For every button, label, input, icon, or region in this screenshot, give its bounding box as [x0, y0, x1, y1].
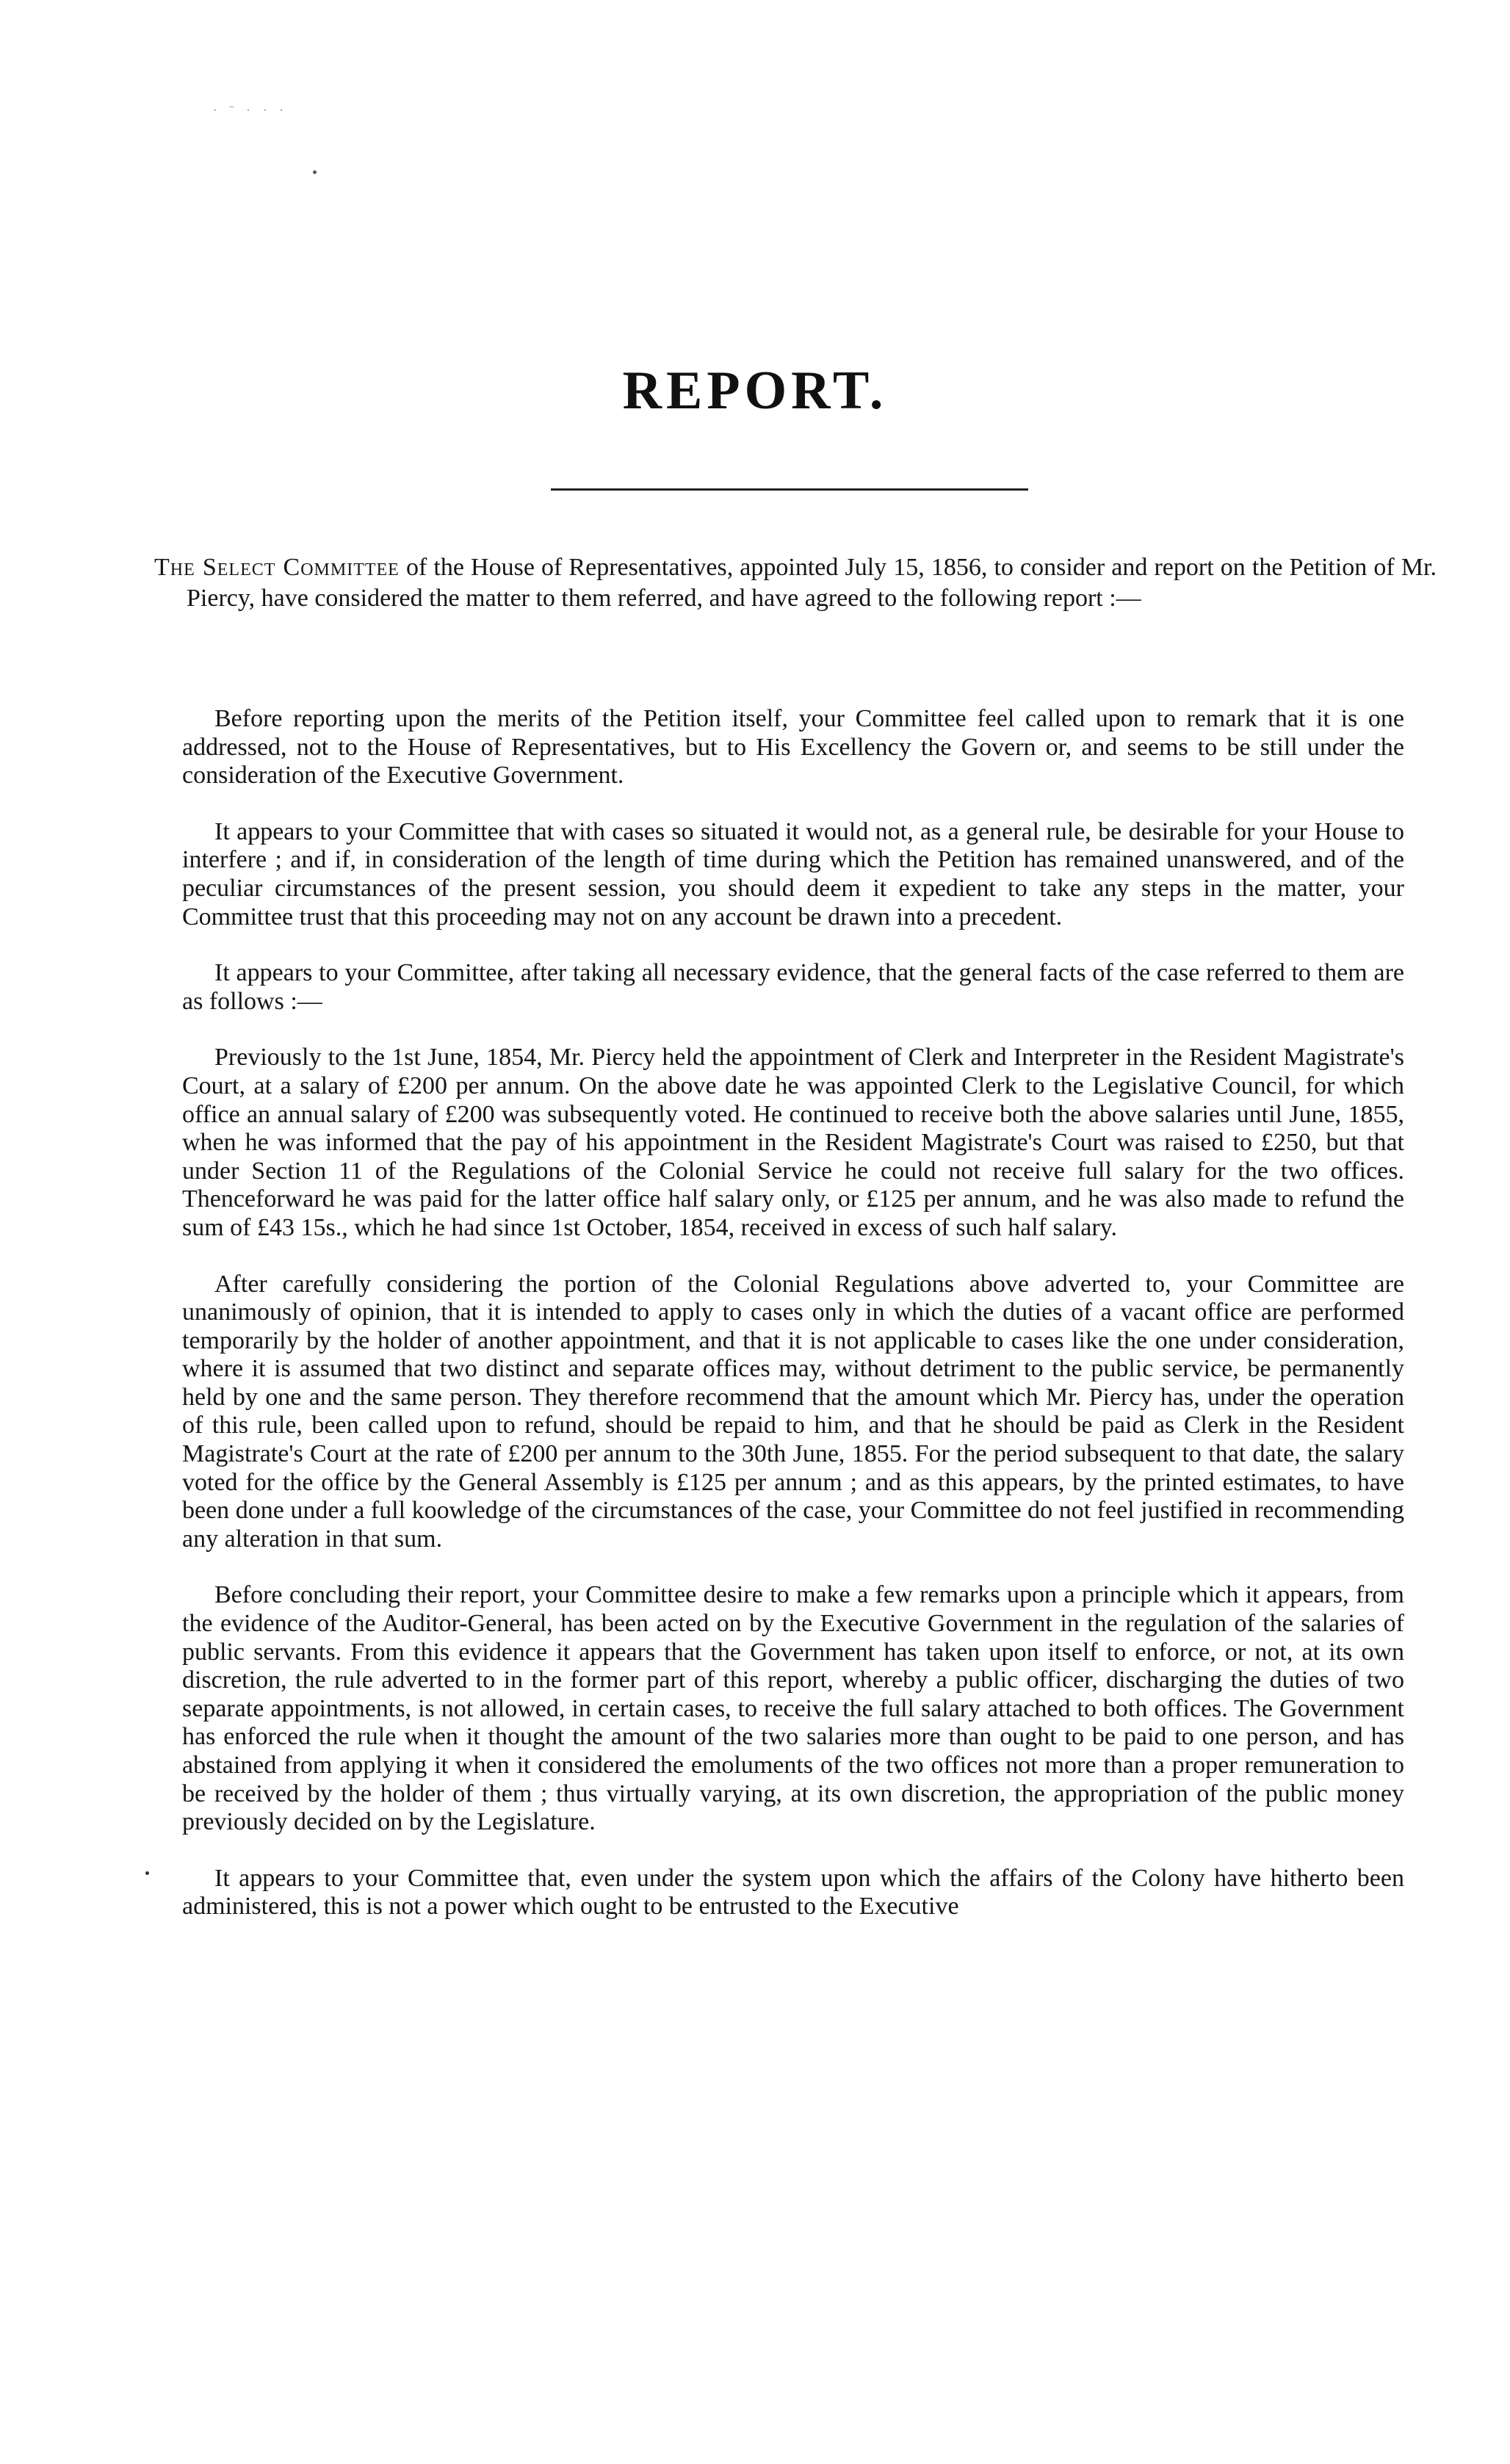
margin-mark	[145, 1871, 149, 1875]
title-rule	[551, 488, 1028, 491]
preamble	[154, 552, 1437, 614]
report-body	[182, 705, 1404, 1949]
paragraph-principle: Before concluding their report, your Committee desire to make a few remarks upon a principle which it appears, from the evidence of the Auditor-General, has been acted on by the Executive Government in the regulation of the salaries of public servants. From this evidence it appears that the Government has taken upon itself to enforce, or not, at its own discretion, the rule adverted to in the former part of this report, whereby a public officer, discharging the duties of two separate appointments, is not allowed, in certain cases, to receive the full salary attached to both offices. The Government has enforced the rule when it thought the amount of the two salaries more than ought to be paid to one person, and has abstained from applying it when it considered the emoluments of the two offices not more than a proper remuneration to be received by the holder of them ; thus virtually varying, at its own discretion, the appropriation of the public money previously decided on by the Legislature.	[182, 1581, 1404, 1836]
stray-print-marks: · ˉ · · ·	[213, 103, 288, 118]
paragraph-conclusion: It appears to your Committee that, even under the system upon which the affairs of the Colony have hitherto been administered, this is not a power which ought to be entrusted to the Executive	[182, 1864, 1404, 1921]
report-title: REPORT.	[622, 361, 888, 421]
preamble-text: of the House of Representatives, appointed July 15, 1856, to consider and report on the Petition of Mr. Piercy, have considered the matter to them referred, and have agreed to the following report :—	[187, 554, 1437, 612]
paragraph-petition-address: Before reporting upon the merits of the Petition itself, your Committee feel called upon to remark that it is one addressed, not to the House of Representatives, but to His Excellency the Govern or, and seems to be still under the consideration of the Executive Government.	[182, 705, 1404, 790]
paragraph-recommendation: After carefully considering the portion of the Colonial Regulations above adverted to, your Committee are unanimously of opinion, that it is intended to apply to cases only in which the duties of a vacant office are performed temporarily by the holder of another appointment, and that it is not applicable to cases like the one under consideration, where it is assumed that two distinct and separate offices may, without detriment to the public service, be permanently held by one and the same person. They therefore recommend that the amount which Mr. Piercy has, under the operation of this rule, been called upon to refund, should be repaid to him, and that he should be paid as Clerk in the Resident Magistrate's Court at the rate of £200 per annum to the 30th June, 1855. For the period subsequent to that date, the salary voted for the office by the General Assembly is £125 per annum ; and as this appears, by the printed estimates, to have been done under a full koowledge of the circumstances of the case, your Committee do not feel justified in recommending any alteration in that sum.	[182, 1270, 1404, 1553]
paragraph-facts-intro: It appears to your Committee, after taking all necessary evidence, that the general facts of the case referred to them are as follows :—	[182, 959, 1404, 1015]
preamble-lead: The Select Committee	[154, 554, 400, 581]
paragraph-facts: Previously to the 1st June, 1854, Mr. Piercy held the appointment of Clerk and Interpreter in the Resident Magistrate's Court, at a salary of £200 per annum. On the above date he was appointed Clerk to the Legislative Council, for which office an annual salary of £200 was subsequently voted. He continued to receive both the above salaries until June, 1855, when he was informed that the pay of his appointment in the Resident Magistrate's Court was raised to £250, but that under Section 11 of the Regulations of the Colonial Service he could not receive full salary for the two offices. Thenceforward he was paid for the latter office half salary only, or £125 per annum, and he was also made to refund the sum of £43 15s., which he had since 1st October, 1854, received in excess of such half salary.	[182, 1044, 1404, 1241]
stray-ink-dot	[313, 170, 317, 174]
paragraph-precedent: It appears to your Committee that with cases so situated it would not, as a general rule, be desirable for your House to interfere ; and if, in consideration of the length of time during which the Petition has remained unanswered, and of the peculiar circumstances of the present session, you should deem it expedient to take any steps in the matter, your Committee trust that this proceeding may not on any account be drawn into a precedent.	[182, 817, 1404, 931]
